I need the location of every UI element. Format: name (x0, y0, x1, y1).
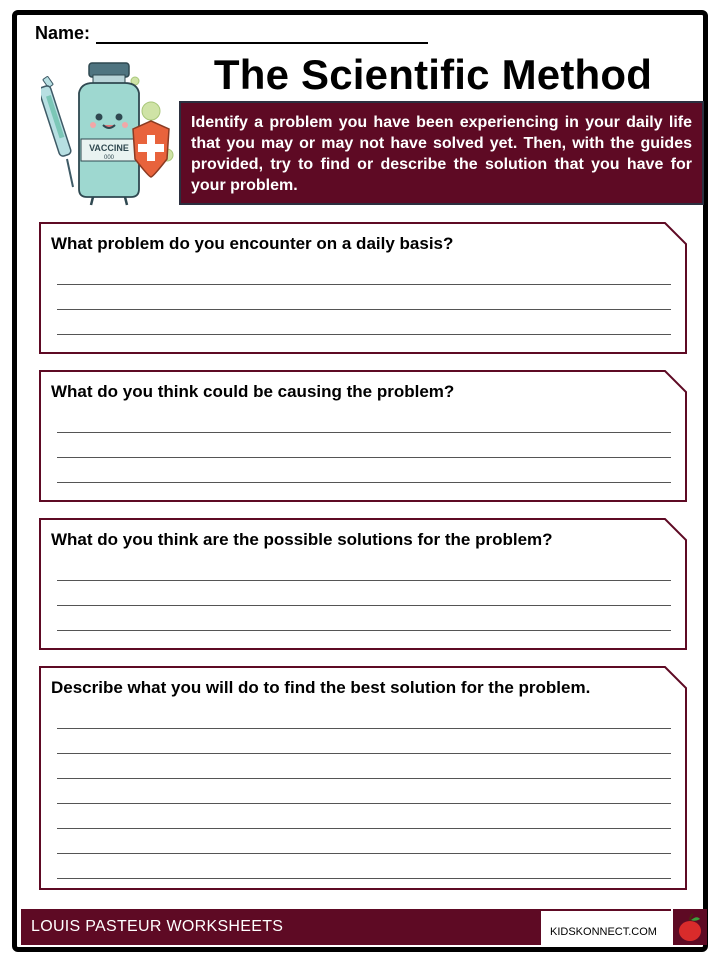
worksheet-frame (12, 10, 708, 952)
apple-icon (673, 909, 707, 945)
answer-line[interactable] (57, 803, 671, 804)
apple-logo-badge (673, 909, 707, 945)
question-box (39, 222, 687, 354)
answer-line[interactable] (57, 334, 671, 335)
question-text: What problem do you encounter on a daily basis? (51, 234, 454, 253)
svg-text:VACCINE: VACCINE (89, 143, 129, 153)
svg-text:000: 000 (103, 155, 115, 161)
name-field-row (35, 23, 428, 44)
question-text: What do you think could be causing the problem? (51, 382, 455, 401)
page-title: The Scientific Method (213, 51, 653, 98)
answer-line[interactable] (57, 580, 671, 581)
question-text: Describe what you will do to find the best solution for the problem. (51, 678, 591, 697)
question-box (39, 518, 687, 650)
answer-line[interactable] (57, 728, 671, 729)
vial-character (79, 63, 139, 205)
vaccine-character-illustration (41, 59, 181, 207)
footer-worksheet-label: LOUIS PASTEUR WORKSHEETS (21, 909, 541, 945)
answer-line[interactable] (57, 878, 671, 879)
answer-line[interactable] (57, 284, 671, 285)
answer-line[interactable] (57, 630, 671, 631)
footer-brand: KIDSKONNECT.COM (541, 909, 671, 945)
instructions-box: Identify a problem you have been experiencing in your daily life that you may or may not have solved yet. Then, with the guides provided, try to find or describe the solution that you have for your problem. (179, 101, 704, 205)
answer-line[interactable] (57, 753, 671, 754)
answer-line[interactable] (57, 828, 671, 829)
name-label: Name: (35, 23, 91, 43)
name-write-line[interactable] (96, 26, 428, 44)
question-box (39, 370, 687, 502)
answer-line[interactable] (57, 432, 671, 433)
syringe-icon (41, 76, 73, 187)
answer-line[interactable] (57, 482, 671, 483)
answer-line[interactable] (57, 853, 671, 854)
question-text: What do you think are the possible solutions for the problem? (51, 530, 553, 549)
answer-line[interactable] (57, 309, 671, 310)
answer-line[interactable] (57, 605, 671, 606)
question-box (39, 666, 687, 890)
answer-line[interactable] (57, 778, 671, 779)
answer-line[interactable] (57, 457, 671, 458)
